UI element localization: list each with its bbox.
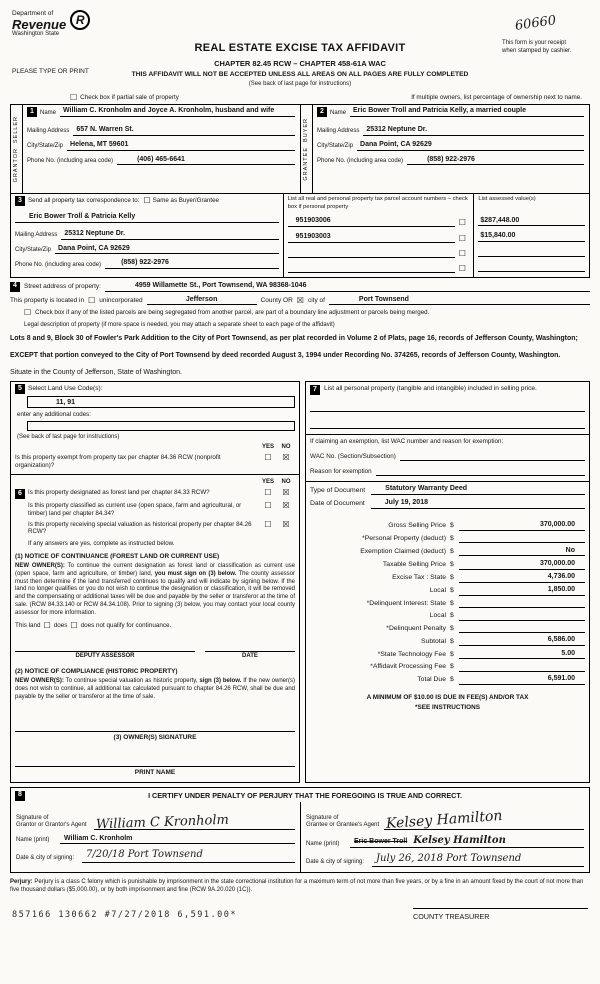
notice-continuance-body xyxy=(15,563,295,618)
same-as-buyer-checkbox[interactable]: ☐ xyxy=(143,196,151,205)
fee-label: Local xyxy=(429,612,446,620)
seller-city-field[interactable]: Helena, MT 59601 xyxy=(67,141,295,151)
fee-row-personal-property xyxy=(310,534,585,543)
exempt-no-checkbox[interactable]: ☒ xyxy=(282,453,290,463)
seller-city-label: City/State/Zip xyxy=(27,143,64,149)
deputy-assessor-labels xyxy=(15,653,295,661)
grantee-signature-label-line2: Grantee or Grantee's Agent xyxy=(306,822,380,829)
seller-phone-label: Phone No. (including area code) xyxy=(27,157,114,164)
grantee-word: GRANTEE xyxy=(303,146,310,181)
fee-label: *Delinquent Interest: State xyxy=(366,599,446,607)
parties-section xyxy=(10,104,590,194)
date-label: DATE xyxy=(242,652,258,659)
print-name-label: PRINT NAME xyxy=(134,768,176,776)
minimum-fee-note: A MINIMUM OF $10.00 IS DUE IN FEE(S) AND/OR TAX xyxy=(366,693,529,701)
subtotal-field[interactable]: 6,586.00 xyxy=(459,636,585,646)
assessed-value-field[interactable]: $15,840.00 xyxy=(478,232,585,242)
fee-row-subtotal xyxy=(310,636,585,646)
fee-row-technology-fee xyxy=(310,650,585,660)
fee-row-delinquent-interest-state xyxy=(310,599,585,608)
deputy-assessor-lines xyxy=(15,644,295,652)
footer-row xyxy=(10,908,590,921)
correspondence-mailing-field[interactable]: 25312 Neptune Dr. xyxy=(61,230,278,240)
revenue-label: Revenue xyxy=(12,17,67,33)
form-title: REAL ESTATE EXCISE TAX AFFIDAVIT xyxy=(194,42,406,54)
seller-mailing-field[interactable]: 657 N. Warren St. xyxy=(73,126,295,136)
notice2-text-pre: To continue special valuation as historic property, xyxy=(65,678,198,685)
seller-phone-field[interactable]: (406) 465-6641 xyxy=(117,156,295,166)
legal-description-paragraph-2: EXCEPT that portion conveyed to the City of Port Townsend by deed recorded August 3, 1994 under Recording No. 374265, records of Jefferson County, Washington. xyxy=(10,352,561,360)
grantor-signature: William C Kronholm xyxy=(95,813,230,833)
additional-codes-label: enter any additional codes: xyxy=(17,411,91,419)
grantee-signature-line[interactable] xyxy=(384,804,584,833)
grantor-date-city-label: Date & city of signing: xyxy=(16,855,75,862)
street-address-label: Street address of property: xyxy=(24,283,101,291)
total-due-field[interactable]: 6,591.00 xyxy=(459,675,585,685)
fee-label: *Affidavit Processing Fee xyxy=(370,663,446,671)
seller-side-label xyxy=(11,105,23,193)
partial-sale-label: Check box if partial sale of property xyxy=(80,94,179,102)
currency-symbol: $ xyxy=(450,587,454,595)
buyer-phone-field[interactable]: (858) 922-2976 xyxy=(407,156,584,166)
personal-property-deduct-field[interactable] xyxy=(459,534,585,543)
city-of-checkbox[interactable]: ☒ xyxy=(296,296,304,306)
yes-column-label: YES xyxy=(261,443,274,450)
gross-selling-price-field[interactable]: 370,000.00 xyxy=(459,521,585,531)
receipt-note xyxy=(502,40,590,55)
partial-sale-checkbox[interactable]: ☐ xyxy=(70,93,78,102)
no-column-label: NO xyxy=(281,478,291,485)
fee-row-excise-state xyxy=(310,573,585,583)
currency-symbol: $ xyxy=(450,574,454,582)
grantor-name-print-label: Name (print) xyxy=(16,836,50,843)
print-name-line[interactable] xyxy=(15,755,295,767)
grantor-signature-line[interactable] xyxy=(94,804,295,833)
grantee-name-print-label: Name (print) xyxy=(306,840,340,847)
certification-section xyxy=(10,787,590,873)
fee-label: *State Technology Fee xyxy=(377,650,446,658)
forest-yes-checkbox[interactable]: ☐ xyxy=(264,488,272,498)
no-column-label: NO xyxy=(281,443,291,450)
fee-row-exemption xyxy=(310,547,585,557)
deputy-assessor-date-line[interactable] xyxy=(205,644,295,652)
seller-section xyxy=(11,105,300,193)
same-as-buyer-label: Same as Buyer/Grantee xyxy=(152,197,220,205)
buyer-name-field[interactable]: Eric Bower Troll and Patricia Kelly, a married couple xyxy=(350,107,584,117)
currency-symbol: $ xyxy=(450,676,454,684)
buyer-city-label: City/State/Zip xyxy=(317,143,354,149)
seller-mailing-label: Mailing Address xyxy=(27,128,70,135)
buyer-city-field[interactable]: Dana Point, CA 92629 xyxy=(357,141,584,151)
notice2-text-post: If the new owner(s) does not wish to continue, all additional tax calculated pursuant to chapter 84.26 RCW, shall be due and payable by the seller or transferor at the time of sale. xyxy=(15,678,295,700)
fee-row-gross xyxy=(310,521,585,531)
personal-property-checkbox[interactable]: ☐ xyxy=(458,248,466,258)
dor-logo-text xyxy=(12,10,66,39)
correspondence-name-field[interactable]: Eric Bower Troll & Patricia Kelly xyxy=(15,213,279,223)
tax-correspondence-section xyxy=(10,194,590,278)
fee-label: Local xyxy=(429,587,446,595)
owner-signature-line[interactable] xyxy=(15,717,295,732)
middle-columns xyxy=(10,381,590,782)
receipt-note-line2: when stamped by cashier. xyxy=(502,47,572,54)
tax-computation-section xyxy=(305,381,590,782)
grantee-signature-block xyxy=(300,802,589,872)
deputy-assessor-signature-line[interactable] xyxy=(15,644,195,652)
street-address-field[interactable]: 4959 Willamette St., Port Townsend, WA 98368-1046 xyxy=(105,282,590,292)
new-owners-label: NEW OWNER(S): xyxy=(15,562,65,569)
parcel-row xyxy=(288,217,470,227)
fee-label: *Personal Property (deduct) xyxy=(362,534,446,542)
exemption-note: If claiming an exemption, list WAC number and reason for exemption: xyxy=(310,438,504,446)
owner-signature-label: (3) OWNER(S) SIGNATURE xyxy=(113,734,197,742)
form-header xyxy=(10,8,590,92)
fee-label: *Delinquent Penalty xyxy=(386,624,446,632)
perjury-text: Perjury is a class C felony which is punishable by imprisonment in the state correctional institution for a maximum term of not more than five years, or by a fine in an amount fixed by the court of not more than five thousand dollars ($5,000.00), or by both imprisonment and fine (RCW 9A.20.020 (1C)). xyxy=(10,878,584,893)
does-qualify-checkbox[interactable]: ☐ xyxy=(43,620,51,630)
currency-symbol: $ xyxy=(450,637,454,645)
send-correspondence-label: Send all property tax correspondence to: xyxy=(28,197,140,205)
exemption-block xyxy=(306,434,589,481)
section5-yes-no-header xyxy=(15,444,295,452)
reason-for-exemption-label: Reason for exemption xyxy=(310,468,372,476)
fee-label: Exemption Claimed (deduct) xyxy=(360,547,446,555)
historical-no-checkbox[interactable]: ☒ xyxy=(282,519,290,529)
assessed-value-field[interactable] xyxy=(478,248,585,257)
grantee-name-print-field[interactable] xyxy=(350,835,584,849)
partial-sale-row xyxy=(10,94,590,102)
does-not-qualify-checkbox[interactable]: ☐ xyxy=(70,620,78,630)
certify-statement: I CERTIFY UNDER PENALTY OF PERJURY THAT THE FOREGOING IS TRUE AND CORRECT. xyxy=(148,791,462,801)
if-yes-note: If any answers are yes, complete as instructed below. xyxy=(28,540,175,548)
fee-row-total-due xyxy=(310,675,585,685)
grantee-signature-label-line1: Signature of xyxy=(306,814,339,821)
exempt-question-label: Is this property exempt from property tax per chapter 84.36 RCW (nonprofit organization)? xyxy=(15,454,221,469)
fee-label: Gross Selling Price xyxy=(388,522,446,530)
fee-label: Total Due xyxy=(417,676,446,684)
state-technology-fee-field[interactable]: 5.00 xyxy=(459,650,585,660)
section-6-number: 6 xyxy=(15,489,25,499)
personal-property-block xyxy=(306,382,589,434)
dor-logo xyxy=(12,10,90,39)
notice1-text-pre: To continue the current designation as forest land or classification as current use (open space, farm and agriculture, or timber) land, xyxy=(15,562,295,577)
current-use-question: Is this property classified as current use (open space, farm and agricultural, or timber) land per chapter 84.34? xyxy=(28,502,242,517)
land-use-label: Select Land Use Code(s): xyxy=(28,385,103,393)
parcel-number-field[interactable] xyxy=(288,249,456,258)
continuance-section xyxy=(10,475,300,783)
document-block xyxy=(306,481,589,514)
grantor-name-print-field[interactable]: William C. Kronholm xyxy=(60,835,295,845)
currency-symbol: $ xyxy=(450,650,454,658)
section-2-number: 2 xyxy=(317,107,327,117)
buyer-section xyxy=(300,105,589,193)
exempt-question-row xyxy=(15,454,295,470)
fee-label: Excise Tax : State xyxy=(392,574,446,582)
delinquent-interest-state-field[interactable] xyxy=(459,599,585,608)
does-label: does xyxy=(53,621,68,629)
correspondence-city-field[interactable]: Dana Point, CA 92629 xyxy=(55,245,279,255)
continuance-qualify-row xyxy=(15,622,295,630)
currency-symbol: $ xyxy=(450,547,454,555)
deputy-assessor-label: DEPUTY ASSESSOR xyxy=(75,652,135,659)
does-not-label: does not qualify for continuance. xyxy=(80,621,172,629)
land-use-codes-field[interactable]: 11, 91 xyxy=(27,396,295,408)
affidavit-processing-fee-field[interactable] xyxy=(459,663,585,672)
buyer-phone-label: Phone No. (including area code) xyxy=(317,157,404,164)
city-of-label: city of xyxy=(307,297,325,305)
grantor-date-city-field[interactable]: 7/20/18 Port Townsend xyxy=(82,849,295,863)
wac-number-label: WAC No. (Section/Subsection) xyxy=(310,453,396,461)
notice1-text-post: The county assessor must then determine if the land transferred continues to qualify and will indicate by signing below. If the land no longer qualifies or you do not wish to continue the designation or classification, it will be removed and the compensating or additional taxes will be due and payable by the seller or transferor at the time of sale. (RCW 84.33.140 or RCW 84.34.108). Prior to signing (3) below, you may contact your local county assessor for more information. xyxy=(15,570,296,616)
new-owners-label: NEW OWNER(S): xyxy=(15,678,64,685)
buyer-mailing-field[interactable]: 25312 Neptune Dr. xyxy=(363,126,584,136)
notice1-text-bold: you must sign on (3) below. xyxy=(154,570,237,577)
exempt-yes-checkbox[interactable]: ☐ xyxy=(264,453,272,463)
exemption-claimed-field[interactable]: No xyxy=(459,547,585,557)
date-of-document-label: Date of Document xyxy=(310,500,365,508)
forest-land-question-row xyxy=(15,489,295,499)
historical-yes-checkbox[interactable]: ☐ xyxy=(264,519,272,529)
correspondence-phone-field[interactable]: (858) 922-2976 xyxy=(105,259,279,269)
parcel-number-field[interactable] xyxy=(288,264,456,273)
city-field[interactable]: Port Townsend xyxy=(329,296,590,306)
correspondence-city-label: City/State/Zip xyxy=(15,246,52,253)
legal-description-label: Legal description of property (if more space is needed, you may attach a separate sheet to each page of the affidavit) xyxy=(24,322,335,329)
county-field[interactable]: Jefferson xyxy=(147,296,257,306)
notice-compliance-title: (2) NOTICE OF COMPLIANCE (HISTORIC PROPERTY) xyxy=(15,668,178,676)
parcel-row xyxy=(288,264,470,273)
additional-codes-field[interactable] xyxy=(27,421,295,431)
personal-property-checkbox[interactable]: ☐ xyxy=(458,263,466,273)
assessed-values-header: List assessed value(s) xyxy=(478,196,536,202)
fee-row-processing-fee xyxy=(310,663,585,672)
grantor-word: GRANTOR xyxy=(13,147,20,183)
located-in-label: This property is located in xyxy=(10,297,85,305)
seller-name-field[interactable]: William C. Kronholm and Joyce A. Kronholm, husband and wife xyxy=(60,107,295,117)
fee-table xyxy=(306,514,589,714)
notice2-text-bold: sign (3) below. xyxy=(199,678,242,685)
grantee-signature: Kelsey Hamilton xyxy=(385,808,503,833)
personal-property-checkbox[interactable]: ☐ xyxy=(458,217,466,227)
see-back-note: (See back of last page for instructions) xyxy=(248,80,352,87)
segregated-checkbox[interactable]: ☐ xyxy=(24,308,32,318)
personal-property-checkbox[interactable]: ☐ xyxy=(458,233,466,243)
fee-row-excise-local xyxy=(310,586,585,596)
notice-compliance-body xyxy=(15,678,295,701)
please-type-or-print-label: PLEASE TYPE OR PRINT xyxy=(12,68,89,75)
currency-symbol: $ xyxy=(450,599,454,607)
legal-description-paragraph-1: Lots 8 and 9, Block 30 of Fowler's Park Addition to the City of Port Townsend, as per plat recorded in Volume 2 of Plats, page 16, records of Jefferson County, Washington; xyxy=(10,334,578,342)
current-use-yes-checkbox[interactable]: ☐ xyxy=(264,501,272,511)
cashier-stamp: 857166 130662 #7/27/2018 6,591.00* xyxy=(12,910,237,921)
historical-question-row xyxy=(15,521,295,537)
wac-number-field[interactable] xyxy=(400,452,585,461)
excise-tax-local-field[interactable]: 1,850.00 xyxy=(459,586,585,596)
currency-symbol: $ xyxy=(450,522,454,530)
currency-symbol: $ xyxy=(450,612,454,620)
land-use-section xyxy=(10,381,300,474)
personal-property-line[interactable] xyxy=(310,401,585,412)
warning-line: THIS AFFIDAVIT WILL NOT BE ACCEPTED UNLESS ALL AREAS ON ALL PAGES ARE FULLY COMPLETED xyxy=(131,71,469,79)
parcel-number-field[interactable]: 951903006 xyxy=(288,217,456,227)
type-of-document-field[interactable]: Statutory Warranty Deed xyxy=(371,485,585,495)
grantor-signature-label-line1: Signature of xyxy=(16,814,49,821)
section-1-number: 1 xyxy=(27,107,37,117)
current-use-no-checkbox[interactable]: ☒ xyxy=(282,501,290,511)
buyer-word: BUYER xyxy=(303,117,310,142)
buyer-mailing-label: Mailing Address xyxy=(317,128,360,135)
section-7-number: 7 xyxy=(310,385,320,395)
unincorporated-label: unincorporated xyxy=(99,297,143,305)
section-3-number: 3 xyxy=(15,196,25,206)
situate-line: Situate in the County of Jefferson, State of Washington. xyxy=(10,368,182,376)
parcel-row xyxy=(288,233,470,243)
forest-land-question: Is this property designated as forest land per chapter 84.33 RCW? xyxy=(28,489,210,497)
seller-word: SELLER xyxy=(13,115,20,143)
receipt-note-line1: This form is your receipt xyxy=(502,40,567,46)
grantor-signature-block xyxy=(11,802,300,872)
notice-continuance-title: (1) NOTICE OF CONTINUANCE (FOREST LAND OR CURRENT USE) xyxy=(15,552,220,560)
delinquent-penalty-field[interactable] xyxy=(459,624,585,633)
personal-property-label: List all personal property (tangible and intangible) included in selling price. xyxy=(324,385,537,393)
see-instructions-note: *SEE INSTRUCTIONS xyxy=(415,703,480,711)
grantor-signature-label-line2: Grantor or Grantor's Agent xyxy=(16,822,87,829)
fee-row-delinquent-penalty xyxy=(310,624,585,633)
assessed-value-field[interactable]: $287,448.00 xyxy=(478,217,585,227)
yes-column-label: YES xyxy=(261,478,274,485)
parcel-numbers-header: List all real and personal property tax parcel account numbers – check box if personal property xyxy=(287,196,468,210)
delinquent-interest-local-field[interactable] xyxy=(459,612,585,621)
department-of-label: Department of xyxy=(12,10,54,17)
chapter-line: CHAPTER 82.45 RCW – CHAPTER 458-61A WAC xyxy=(214,58,386,68)
fee-label: Taxable Selling Price xyxy=(382,561,446,569)
grantee-date-city-label: Date & city of signing: xyxy=(306,859,365,866)
segregated-label: Check box if any of the listed parcels are being segregated from another parcel, are part of a boundary line adjustment or parcels being merged. xyxy=(35,309,430,317)
grantee-date-city-field[interactable]: July 26, 2018 Port Townsend xyxy=(372,853,584,867)
correspondence-phone-label: Phone No. (including area code) xyxy=(15,261,102,268)
revenue-logo-icon: R xyxy=(70,10,90,30)
excise-tax-state-field[interactable]: 4,736.00 xyxy=(459,573,585,583)
perjury-note xyxy=(10,878,590,894)
type-of-document-label: Type of Document xyxy=(310,486,366,494)
washington-state-label: Washington State xyxy=(12,31,60,38)
section5-see-back-note: (See back of last page for instructions) xyxy=(17,434,120,441)
grantee-name-handwritten: Kelsey Hamilton xyxy=(413,834,506,846)
assessed-value-field[interactable] xyxy=(478,263,585,272)
taxable-selling-price-field[interactable]: 370,000.00 xyxy=(459,560,585,570)
fee-row-taxable xyxy=(310,560,585,570)
personal-property-line[interactable] xyxy=(310,418,585,429)
property-location-section xyxy=(10,282,590,378)
currency-symbol: $ xyxy=(450,534,454,542)
this-land-label: This land xyxy=(15,621,41,629)
current-use-question-row xyxy=(15,502,295,518)
county-or-label: County OR xyxy=(260,297,293,305)
unincorporated-checkbox[interactable]: ☐ xyxy=(88,296,96,306)
buyer-name-label: Name xyxy=(330,109,347,116)
currency-symbol: $ xyxy=(450,663,454,671)
county-treasurer-label: COUNTY TREASURER xyxy=(413,908,588,921)
header-center xyxy=(90,42,510,88)
perjury-label: Perjury: xyxy=(10,878,33,885)
section-8-number: 8 xyxy=(15,791,25,801)
date-of-document-field[interactable]: July 19, 2018 xyxy=(371,499,585,509)
currency-symbol: $ xyxy=(450,561,454,569)
reason-for-exemption-field[interactable] xyxy=(376,467,585,476)
section6-yes-no-header xyxy=(15,479,295,487)
historical-question: Is this property receiving special valuation as historical property per chapter 84.26 RCW? xyxy=(28,520,252,536)
handwritten-receipt-number: 60660 xyxy=(513,13,557,34)
grantee-name-struck: Eric Bower Troll xyxy=(354,837,408,845)
fee-label: Subtotal xyxy=(421,637,446,645)
currency-symbol: $ xyxy=(450,624,454,632)
parcel-row xyxy=(288,249,470,258)
fee-row-delinquent-interest-local xyxy=(310,612,585,621)
buyer-side-label xyxy=(301,105,313,193)
seller-name-label: Name xyxy=(40,109,57,116)
section-5-number: 5 xyxy=(15,384,25,394)
section-4-number: 4 xyxy=(10,282,20,292)
forest-no-checkbox[interactable]: ☒ xyxy=(282,488,290,498)
parcel-number-field[interactable]: 951903003 xyxy=(288,233,456,243)
multiple-owners-label: If multiple owners, list percentage of ownership next to name. xyxy=(411,94,582,102)
correspondence-mailing-label: Mailing Address xyxy=(15,232,58,238)
